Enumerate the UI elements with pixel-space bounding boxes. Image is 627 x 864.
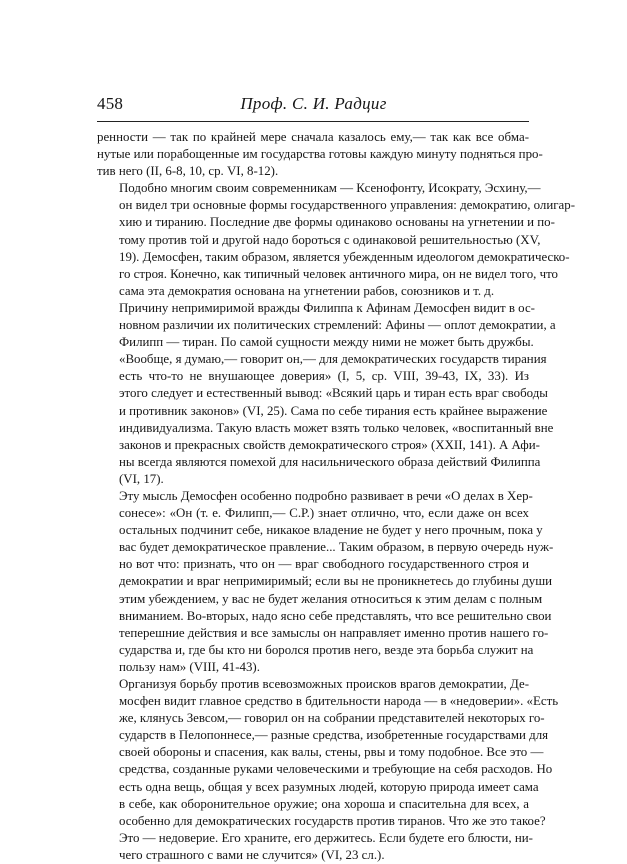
- text-line: тив него (II, 6-8, 10, ср. VI, 8-12).: [97, 164, 279, 179]
- text-line: Причину непримиримой вражды Филиппа к Афинам Демосфен видит в ос-: [119, 300, 535, 315]
- text-line: демократии и враг непримиримый; если вы не проникнетесь до глубины души: [119, 574, 553, 589]
- text-line: пользу нам» (VIII, 41-43).: [119, 659, 260, 674]
- text-line: Организуя борьбу против всевозможных происков врагов демократии, Де-: [119, 677, 529, 691]
- text-line: есть что-то не внушающее доверия» (I, 5, ср. VIII, 39-43, IX, 33). Из: [119, 369, 529, 384]
- text-line: этим убеждением, у вас не будет желания относиться к этим делам с полным: [119, 591, 543, 606]
- text-line: индивидуализма. Такую власть может взять только человек, «воспитанный вне: [119, 420, 554, 435]
- text-line: Подобно многим своим современникам — Ксенофонту, Исократу, Эсхину,—: [119, 181, 541, 196]
- text-line: своей обороны и спасения, как валы, стены, рвы и тому подобное. Все это —: [119, 745, 544, 760]
- text-line: особенно для демократических государств против тиранов. Что же это такое?: [119, 813, 546, 828]
- text-line: Это — недоверие. Его храните, его держитесь. Если будете его блюсти, ни-: [119, 830, 533, 845]
- text-line: ренности — так по крайней мере сначала казалось ему,— так как все обма-: [97, 130, 529, 144]
- text-line: новном различии их политических стремлений: Афины — оплот демократии, а: [119, 318, 556, 333]
- page-header: [97, 92, 530, 118]
- text-line: средства, созданные руками человеческими и требующие на себя расходов. Но: [119, 762, 553, 777]
- paragraph: [97, 300, 556, 488]
- text-line: Филипп — тиран. По самой сущности между ними не может быть дружбы.: [119, 335, 534, 350]
- text-line: этого следует и естественный вывод: «Всякий царь и тиран есть враг свободы: [119, 386, 548, 401]
- text-line: сонесе»: «Он (т. е. Филипп,— С.Р.) знает отлично, что, если даже он всех: [119, 506, 529, 521]
- text-line: он видел три основные формы государственного управления: демократию, олигар-: [119, 198, 576, 213]
- text-line: го строя. Конечно, как типичный человек античного мира, он не видел того, что: [119, 266, 558, 281]
- text-line: ны всегда являются помехой для насильнического образа действий Филиппа: [119, 454, 541, 469]
- text-line: «Вообще, я думаю,— говорит он,— для демократических государств тирания: [119, 352, 547, 367]
- header-rule: [97, 121, 529, 122]
- text-line: и противник законов» (VI, 25). Сама по себе тирания есть крайнее выражение: [119, 403, 548, 418]
- body-text: [97, 129, 576, 864]
- text-line: вниманием. Во-вторых, надо ясно себе представлять, что все решительно свои: [119, 608, 552, 623]
- text-line: есть одна вещь, общая у всех разумных людей, которую природа имеет сама: [119, 779, 539, 794]
- text-line: сама эта демократия основана на угнетении рабов, союзников и т. д.: [119, 283, 495, 298]
- text-line: теперешние действия и все замыслы он направляет именно против нашего го-: [119, 625, 549, 640]
- text-line: 19). Демосфен, таким образом, является убежденным идеологом демократическо-: [119, 249, 570, 264]
- text-line: сударств в Пелопоннесе,— разные средства, изобретенные государствами для: [119, 728, 549, 743]
- paragraph: [97, 180, 576, 300]
- text-line: остальных подчинит себе, никакое владение не будет у него прочным, пока у: [119, 523, 543, 538]
- text-line: в себе, как оборонительное оружие; она хороша и спасительна для всех, а: [119, 796, 529, 811]
- text-line: нутые или порабощенные им государства готовы каждую минуту подняться про-: [97, 147, 543, 162]
- paragraph: [97, 488, 554, 676]
- text-line: же, клянусь Зевсом,— говорил он на собрании представителей некоторых го-: [119, 711, 545, 726]
- text-line: вас будет демократическое правление... Таким образом, в первую очередь нуж-: [119, 540, 554, 555]
- running-head: Проф. С. И. Радциг: [240, 94, 387, 113]
- paragraph: [97, 129, 543, 180]
- text-line: мосфен видит главное средство в бдительности народа — в «недоверии». «Есть: [119, 694, 559, 709]
- text-line: (VI, 17).: [119, 471, 164, 486]
- text-line: Эту мысль Демосфен особенно подробно развивает в речи «О делах в Хер-: [119, 488, 533, 503]
- text-line: тому против той и другой надо бороться с одинаковой решительностью (XV,: [119, 232, 541, 247]
- paragraph: [97, 676, 559, 864]
- text-line: законов и прекрасных свойств демократического строя» (XXII, 141). А Афи-: [119, 437, 540, 452]
- text-line: сударства и, где бы кто ни боролся против него, везде эта борьба служит на: [119, 642, 534, 657]
- page-number: 458: [97, 94, 124, 113]
- text-line: но вот что: признать, что он — враг свободного государственного строя и: [119, 557, 529, 572]
- text-line: хию и тиранию. Последние две формы одинаково основаны на угнетении и по-: [119, 215, 555, 230]
- text-line: чего страшного с вами не случится» (VI, 23 сл.).: [119, 847, 385, 862]
